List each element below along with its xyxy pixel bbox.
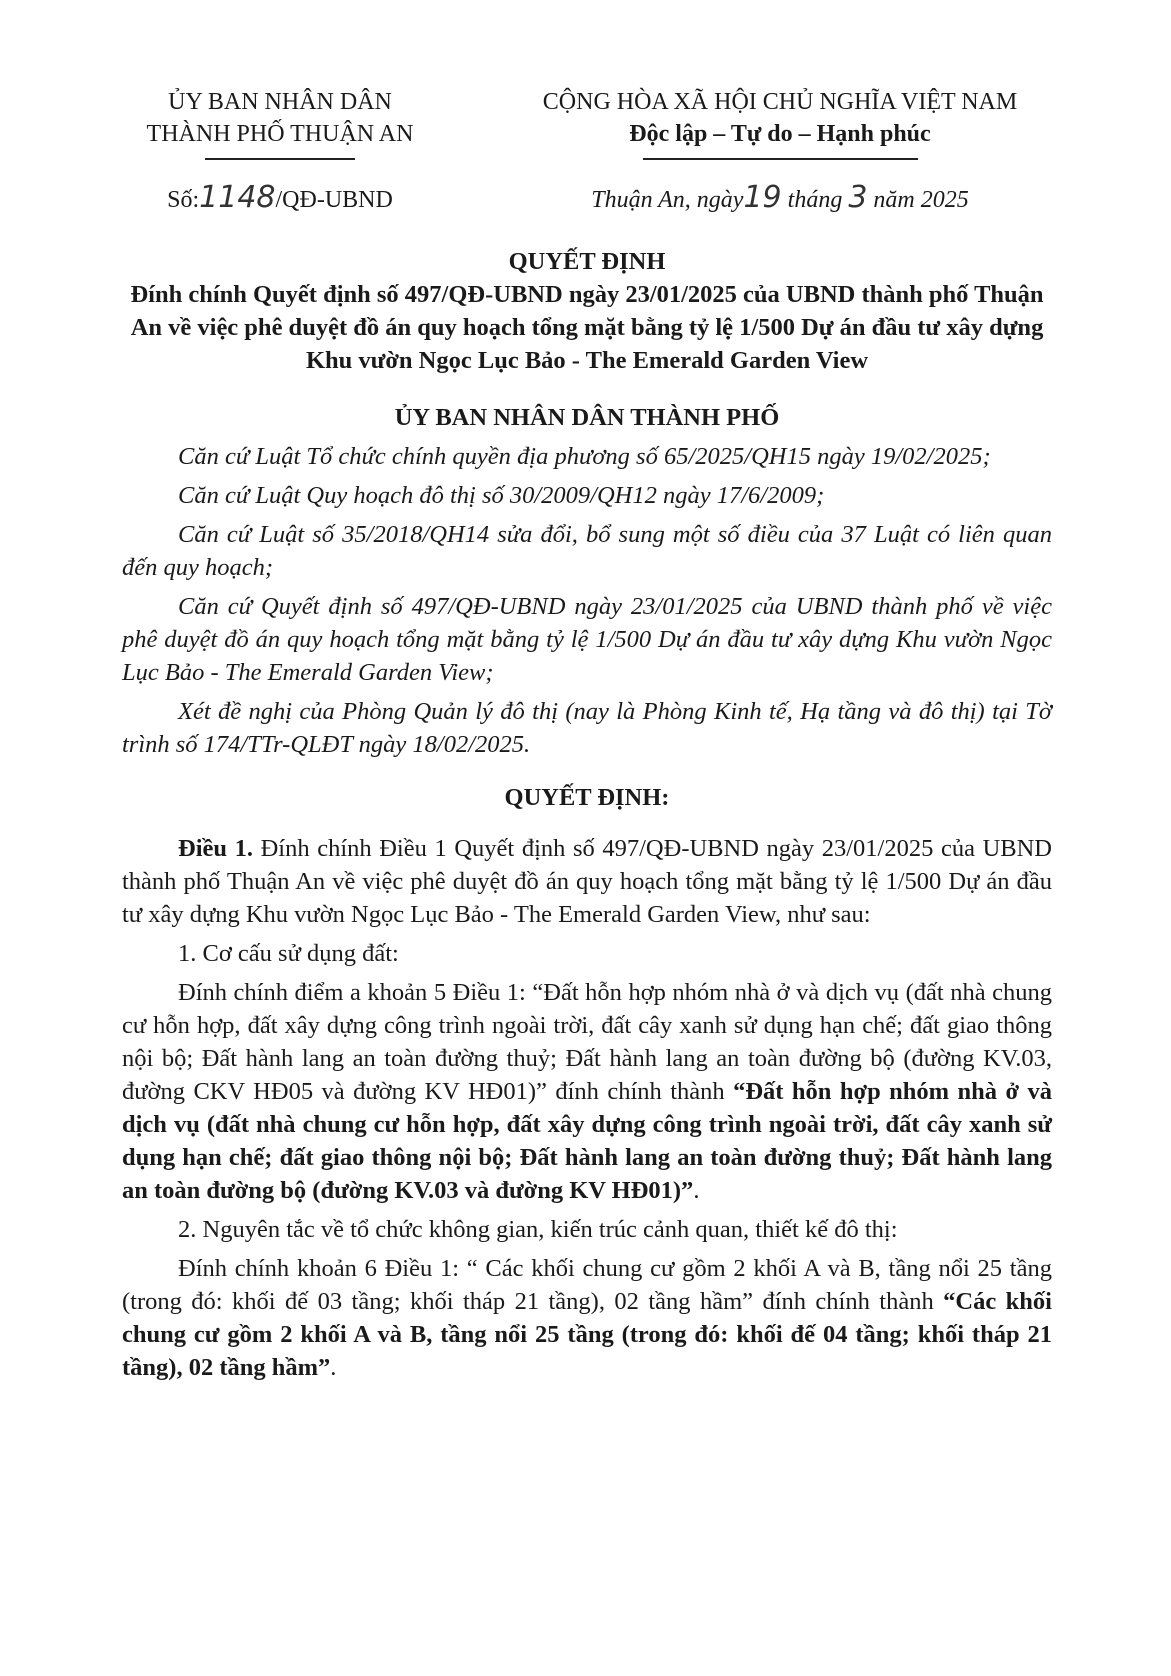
original-text: Đính chính điểm a khoản 5 Điều 1: “Đất hỗn hợp nhóm nhà ở và dịch vụ (đất nhà chung cư hỗn hợp, đất xây dựng công trình ngoài trời, đất cây xanh sử dụng hạn chế; đất giao thông nội bộ; Đất hành lang an toàn đường thuỷ; Đất hành lang an toàn đường bộ (đường KV.03, đường CKV HĐ05 và đường KV HĐ01)” đính chính thành [122,979,1052,1105]
legal-basis: Căn cứ Quyết định số 497/QĐ-UBND ngày 23/01/2025 của UBND thành phố về việc phê duyệt đồ án quy hoạch tổng mặt bằng tỷ lệ 1/500 Dự án đầu tư xây dựng Khu vườn Ngọc Lục Bảo - The Emerald Garden View; [122,593,1052,686]
legal-basis: Xét đề nghị của Phòng Quản lý đô thị (nay là Phòng Kinh tế, Hạ tầng và đô thị) tại Tờ trình số 174/TTr-QLĐT ngày 18/02/2025. [122,698,1052,758]
agency-line1: ỦY BAN NHÂN DÂN [168,89,392,115]
month-label: tháng [787,187,843,213]
item-1-text [122,976,1052,1207]
country-name: CỘNG HÒA XÃ HỘI CHỦ NGHĨA VIỆT NAM [542,89,1018,115]
number-suffix: /QĐ-UBND [275,187,393,213]
number-prefix: Số: [167,187,200,213]
year-label: năm 2025 [873,187,969,213]
national-header [480,86,1080,216]
authority-heading: ỦY BAN NHÂN DÂN THÀNH PHỐ [394,404,780,431]
document-body [122,245,1052,1390]
handwritten-day: 19 [743,180,782,215]
date-prefix: Thuận An, ngày [591,187,744,213]
article-label: Điều 1. [178,835,253,862]
handwritten-number: 1148 [199,180,276,215]
article-1 [122,832,1052,931]
divider [643,158,918,160]
item-2-heading: 2. Nguyên tắc về tổ chức không gian, kiến trúc cảnh quan, thiết kế đô thị: [178,1216,898,1243]
decision-heading: QUYẾT ĐỊNH: [504,784,670,811]
date-line [480,182,1080,216]
handwritten-month: 3 [848,180,868,215]
legal-basis: Căn cứ Luật Quy hoạch đô thị số 30/2009/QH12 ngày 17/6/2009; [178,482,825,509]
article-text: Đính chính Điều 1 Quyết định số 497/QĐ-UBND ngày 23/01/2025 của UBND thành phố Thuận An về việc phê duyệt đồ án quy hoạch tổng mặt bằng tỷ lệ 1/500 Dự án đầu tư xây dựng Khu vườn Ngọc Lục Bảo - The Emerald Garden View, như sau: [122,835,1052,928]
corrected-text: “Các khối chung cư gồm 2 khối A và B, tầng nổi 25 tầng (trong đó: khối đế 04 tầng; khối tháp 21 tầng), 02 tầng hầm” [122,1288,1052,1381]
document-number [110,182,450,216]
legal-basis: Căn cứ Luật số 35/2018/QH14 sửa đổi, bổ sung một số điều của 37 Luật có liên quan đến quy hoạch; [122,521,1052,581]
corrected-text: “Đất hỗn hợp nhóm nhà ở và dịch vụ (đất nhà chung cư hỗn hợp, đất xây dựng công trình ngoài trời, đất cây xanh sử dụng hạn chế; đất giao thông nội bộ; Đất hành lang an toàn đường thuỷ; Đất hành lang an toàn đường bộ (đường KV.03 và đường KV HĐ01)” [122,1078,1052,1204]
item-2-text [122,1252,1052,1384]
document-type: QUYẾT ĐỊNH [508,248,666,275]
document-subject: Đính chính Quyết định số 497/QĐ-UBND ngày 23/01/2025 của UBND thành phố Thuận An về việc phê duyệt đồ án quy hoạch tổng mặt bằng tỷ lệ 1/500 Dự án đầu tư xây dựng Khu vườn Ngọc Lục Bảo - The Emerald Garden View [130,281,1044,374]
period: . [330,1354,337,1381]
issuing-agency [110,86,450,216]
original-text: Đính chính khoản 6 Điều 1: “ Các khối chung cư gồm 2 khối A và B, tầng nổi 25 tầng (trong đó: khối đế 03 tầng; khối tháp 21 tầng), 02 tầng hầm” đính chính thành [122,1255,1052,1315]
item-1-heading: 1. Cơ cấu sử dụng đất: [178,940,399,967]
period: . [693,1177,700,1204]
legal-basis: Căn cứ Luật Tổ chức chính quyền địa phương số 65/2025/QH15 ngày 19/02/2025; [178,443,991,470]
motto: Độc lập – Tự do – Hạnh phúc [629,121,931,147]
divider [205,158,355,160]
agency-line2: THÀNH PHỐ THUẬN AN [146,121,414,147]
